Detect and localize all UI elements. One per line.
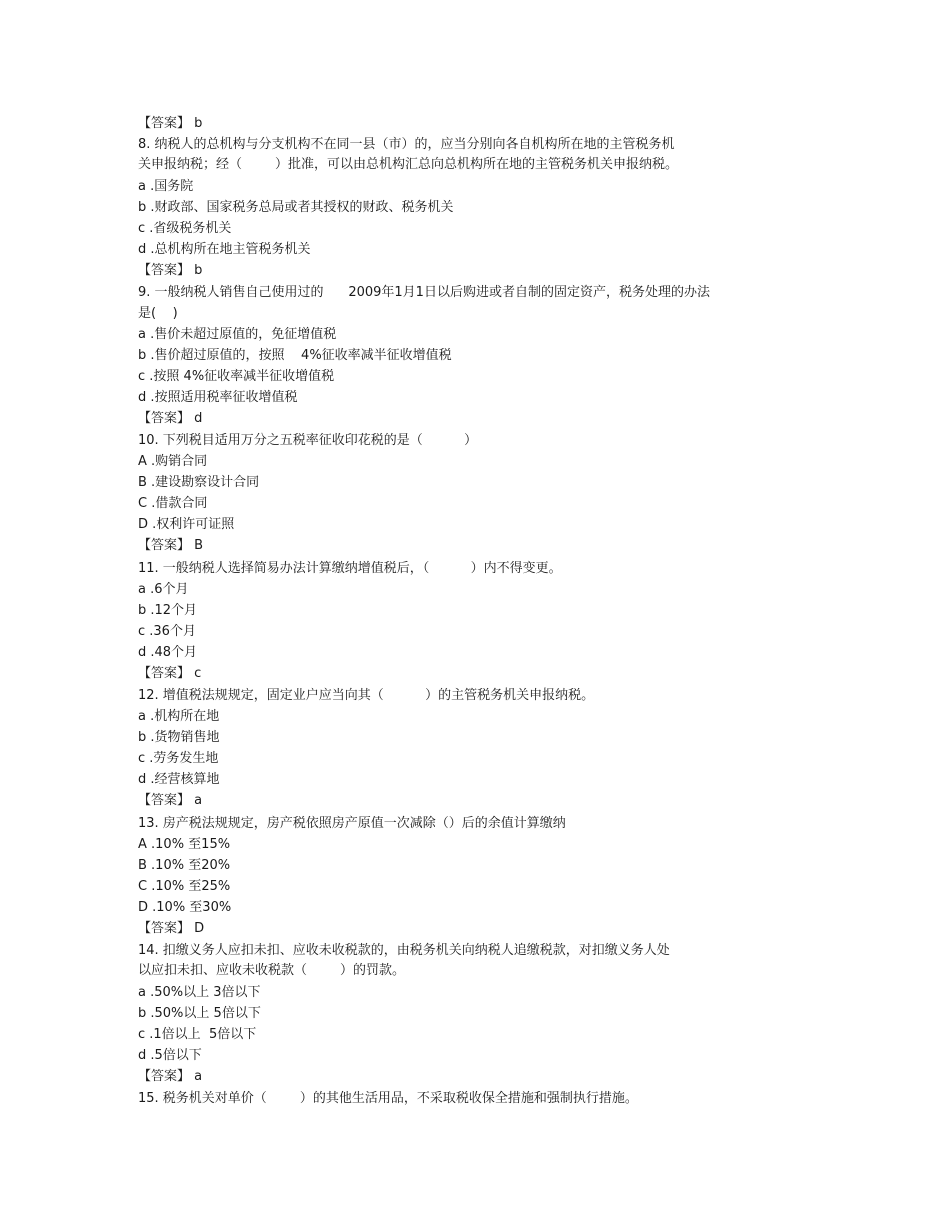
question-line: 15. 税务机关对单价（ ）的其他生活用品，不采取税收保全措施和强制执行措施。 bbox=[138, 1091, 638, 1106]
option-line: D .10% 至30% bbox=[138, 900, 232, 915]
option-line: c .1倍以上 5倍以下 bbox=[138, 1027, 257, 1042]
question-line: 12. 增值税法规规定，固定业户应当向其（ ）的主管税务机关申报纳税。 bbox=[138, 688, 595, 703]
text-line: 以应扣未扣、应收未收税款（ ）的罚款。 bbox=[138, 963, 406, 978]
option-line: a .机构所在地 bbox=[138, 709, 220, 724]
answer-line: 【答案】 b bbox=[138, 116, 203, 131]
option-line: a .50%以上 3倍以下 bbox=[138, 985, 261, 1000]
option-line: c .36个月 bbox=[138, 624, 196, 639]
option-line: b .售价超过原值的，按照 4%征收率减半征收增值税 bbox=[138, 348, 452, 363]
option-line: b .财政部、国家税务总局或者其授权的财政、税务机关 bbox=[138, 200, 454, 215]
answer-line: 【答案】 c bbox=[138, 666, 202, 681]
option-line: b .50%以上 5倍以下 bbox=[138, 1006, 261, 1021]
answer-line: 【答案】 b bbox=[138, 263, 203, 278]
option-line: d .48个月 bbox=[138, 645, 198, 660]
text-line: 关申报纳税；经（ ）批准，可以由总机构汇总向总机构所在地的主管税务机关申报纳税。 bbox=[138, 157, 679, 172]
question-line: 9. 一般纳税人销售自己使用过的 2009年1月1日以后购进或者自制的固定资产，税务处理的办法 bbox=[138, 285, 710, 300]
option-line: b .货物销售地 bbox=[138, 730, 220, 745]
option-line: a .6个月 bbox=[138, 582, 189, 597]
answer-line: 【答案】 d bbox=[138, 411, 203, 426]
answer-line: 【答案】 D bbox=[138, 921, 205, 936]
option-line: C .10% 至25% bbox=[138, 879, 231, 894]
question-line: 10. 下列税目适用万分之五税率征收印花税的是（ ） bbox=[138, 433, 478, 448]
option-line: C .借款合同 bbox=[138, 496, 208, 511]
option-line: A .10% 至15% bbox=[138, 837, 231, 852]
option-line: D .权利许可证照 bbox=[138, 517, 235, 532]
question-line: 11. 一般纳税人选择简易办法计算缴纳增值税后，（ ）内不得变更。 bbox=[138, 561, 562, 576]
option-line: b .12个月 bbox=[138, 603, 198, 618]
option-line: d .5倍以下 bbox=[138, 1048, 202, 1063]
option-line: A .购销合同 bbox=[138, 454, 208, 469]
option-line: d .经营核算地 bbox=[138, 772, 220, 787]
option-line: B .10% 至20% bbox=[138, 858, 231, 873]
answer-line: 【答案】 B bbox=[138, 538, 204, 553]
question-line: 8. 纳税人的总机构与分支机构不在同一县（市）的，应当分别向各自机构所在地的主管税务机 bbox=[138, 137, 675, 152]
option-line: c .劳务发生地 bbox=[138, 751, 219, 766]
answer-line: 【答案】 a bbox=[138, 1069, 203, 1084]
option-line: a .国务院 bbox=[138, 179, 194, 194]
option-line: c .按照 4%征收率减半征收增值税 bbox=[138, 369, 335, 384]
question-line: 13. 房产税法规规定，房产税依照房产原值一次减除（）后的余值计算缴纳 bbox=[138, 816, 566, 831]
option-line: d .按照适用税率征收增值税 bbox=[138, 390, 298, 405]
option-line: a .售价未超过原值的，免征增值税 bbox=[138, 327, 337, 342]
answer-line: 【答案】 a bbox=[138, 793, 203, 808]
text-line: 是( ) bbox=[138, 306, 178, 321]
option-line: c .省级税务机关 bbox=[138, 221, 232, 236]
option-line: B .建设勘察设计合同 bbox=[138, 475, 260, 490]
option-line: d .总机构所在地主管税务机关 bbox=[138, 242, 311, 257]
question-line: 14. 扣缴义务人应扣未扣、应收未收税款的，由税务机关向纳税人追缴税款，对扣缴义务人处 bbox=[138, 943, 670, 958]
